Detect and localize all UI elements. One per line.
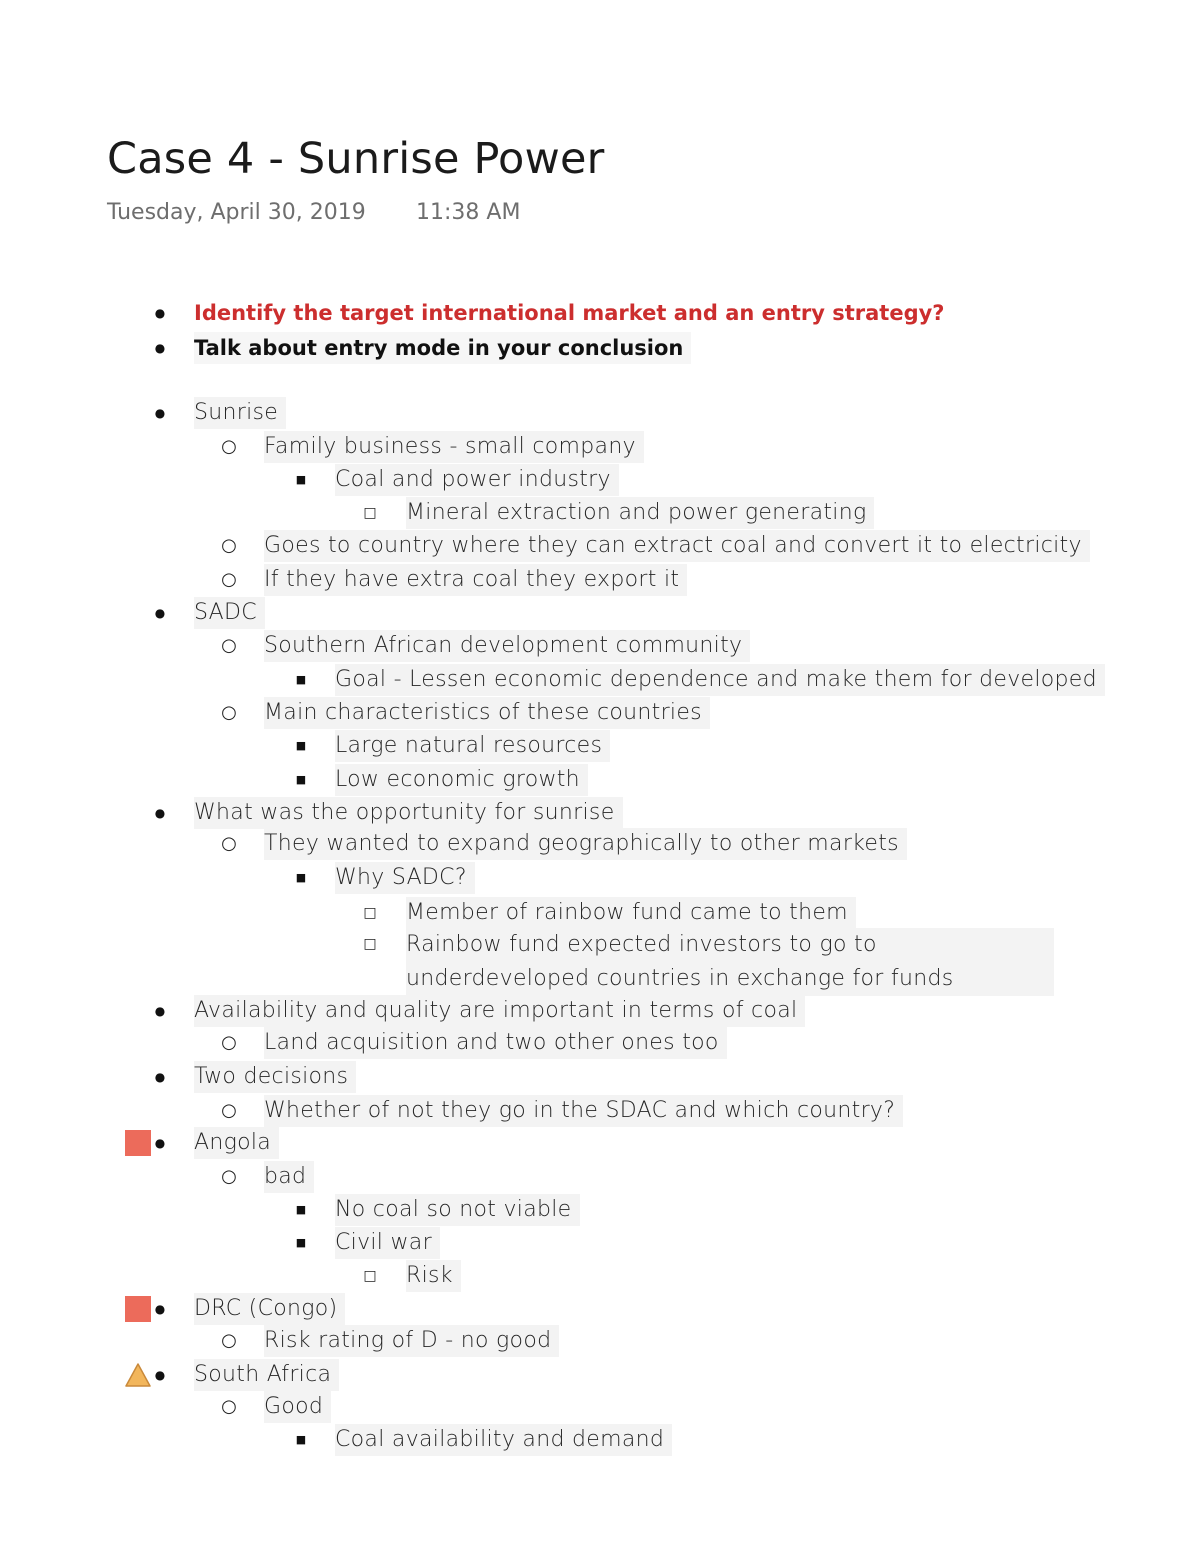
bullet-square-icon: ■ [295, 871, 307, 884]
note-text: What was the opportunity for sunrise [194, 797, 623, 829]
note-text: Good [264, 1391, 331, 1423]
page-date: Tuesday, April 30, 2019 [107, 200, 366, 225]
bullet-dot-icon: ● [154, 341, 166, 355]
bullet-circle-icon: ○ [221, 833, 237, 854]
note-item [0, 1194, 1200, 1226]
page-title: Case 4 - Sunrise Power [107, 134, 605, 184]
note-item [0, 730, 1200, 762]
note-text: Goal - Lessen economic dependence and make them for developed [335, 664, 1105, 696]
note-item [0, 828, 1200, 860]
note-item [0, 1127, 1200, 1159]
note-text: Large natural resources [335, 730, 610, 762]
note-item [0, 1227, 1200, 1259]
bullet-circle-icon: ○ [221, 1032, 237, 1053]
note-text: Mineral extraction and power generating [406, 497, 874, 529]
bullet-square-icon: ■ [295, 473, 307, 486]
note-text: Whether of not they go in the SDAC and which country? [264, 1095, 903, 1127]
note-text: Sunrise [194, 397, 286, 429]
bullet-circle-icon: ○ [221, 1166, 237, 1187]
note-item [0, 928, 1200, 991]
note-item [0, 397, 1200, 429]
note-text: Why SADC? [335, 862, 475, 894]
note-text: They wanted to expand geographically to other markets [264, 828, 907, 860]
bullet-dot-icon: ● [154, 606, 166, 620]
bullet-dot-icon: ● [154, 1070, 166, 1084]
bullet-dot-icon: ● [154, 306, 166, 320]
note-text: Family business - small company [264, 431, 644, 463]
note-item [0, 1161, 1200, 1193]
note-text: Rainbow fund expected investors to go to underdeveloped countries in exchange for funds [406, 928, 1054, 996]
note-item [0, 697, 1200, 729]
page-time: 11:38 AM [416, 200, 521, 225]
note-text: Member of rainbow fund came to them [406, 897, 856, 929]
red-tag-icon [125, 1130, 151, 1156]
bullet-dot-icon: ● [154, 1368, 166, 1382]
bullet-square-icon: ■ [295, 1236, 307, 1249]
note-text: Identify the target international market and an entry strategy? [194, 301, 945, 325]
bullet-circle-icon: ○ [221, 436, 237, 457]
note-text: No coal so not viable [335, 1194, 580, 1226]
note-item [0, 1027, 1200, 1059]
note-text: Low economic growth [335, 764, 588, 796]
note-text: South Africa [194, 1359, 339, 1391]
note-text: Goes to country where they can extract coal and convert it to electricity [264, 530, 1090, 562]
bullet-circle-icon: ○ [221, 1100, 237, 1121]
note-item [0, 464, 1200, 496]
note-text: DRC (Congo) [194, 1293, 345, 1325]
bullet-circle-icon: ○ [221, 535, 237, 556]
bullet-circle-icon: ○ [221, 1330, 237, 1351]
bullet-hollow-square-icon: □ [363, 936, 377, 952]
note-text: SADC [194, 597, 265, 629]
note-text: If they have extra coal they export it [264, 564, 687, 596]
note-item [0, 1293, 1200, 1325]
note-item [0, 297, 1200, 329]
note-text: Talk about entry mode in your conclusion [194, 332, 691, 364]
red-tag-icon [125, 1296, 151, 1322]
note-item [0, 1095, 1200, 1127]
bullet-dot-icon: ● [154, 1136, 166, 1150]
note-text: Angola [194, 1127, 279, 1159]
note-text: Risk [406, 1260, 461, 1292]
bullet-circle-icon: ○ [221, 569, 237, 590]
bullet-square-icon: ■ [295, 673, 307, 686]
note-text: Two decisions [194, 1061, 356, 1093]
note-item [0, 1260, 1200, 1292]
bullet-circle-icon: ○ [221, 1396, 237, 1417]
bullet-circle-icon: ○ [221, 702, 237, 723]
note-item [0, 1391, 1200, 1423]
bullet-square-icon: ■ [295, 1203, 307, 1216]
note-item [0, 1061, 1200, 1093]
note-text: Land acquisition and two other ones too [264, 1027, 727, 1059]
bullet-hollow-square-icon: □ [363, 905, 377, 921]
note-item [0, 497, 1200, 529]
note-item [0, 764, 1200, 796]
bullet-dot-icon: ● [154, 806, 166, 820]
bullet-dot-icon: ● [154, 1302, 166, 1316]
note-text: Coal availability and demand [335, 1424, 672, 1456]
note-item [0, 1359, 1200, 1391]
note-text: Coal and power industry [335, 464, 619, 496]
note-item [0, 332, 1200, 364]
note-item [0, 530, 1200, 562]
warning-tag-icon [124, 1362, 152, 1388]
bullet-hollow-square-icon: □ [363, 1268, 377, 1284]
bullet-hollow-square-icon: □ [363, 505, 377, 521]
note-item [0, 862, 1200, 894]
note-text: Southern African development community [264, 630, 750, 662]
note-text: Civil war [335, 1227, 440, 1259]
note-item [0, 564, 1200, 596]
note-item [0, 1424, 1200, 1456]
note-item [0, 797, 1200, 829]
bullet-square-icon: ■ [295, 739, 307, 752]
note-item [0, 897, 1200, 929]
note-item [0, 597, 1200, 629]
bullet-circle-icon: ○ [221, 635, 237, 656]
bullet-dot-icon: ● [154, 406, 166, 420]
note-text: Main characteristics of these countries [264, 697, 710, 729]
note-item [0, 1325, 1200, 1357]
note-text: Risk rating of D - no good [264, 1325, 559, 1357]
bullet-dot-icon: ● [154, 1004, 166, 1018]
note-item [0, 995, 1200, 1027]
bullet-square-icon: ■ [295, 773, 307, 786]
note-item [0, 664, 1200, 696]
note-text: Availability and quality are important in terms of coal [194, 995, 805, 1027]
note-text: bad [264, 1161, 314, 1193]
note-item [0, 630, 1200, 662]
note-item [0, 431, 1200, 463]
bullet-square-icon: ■ [295, 1433, 307, 1446]
